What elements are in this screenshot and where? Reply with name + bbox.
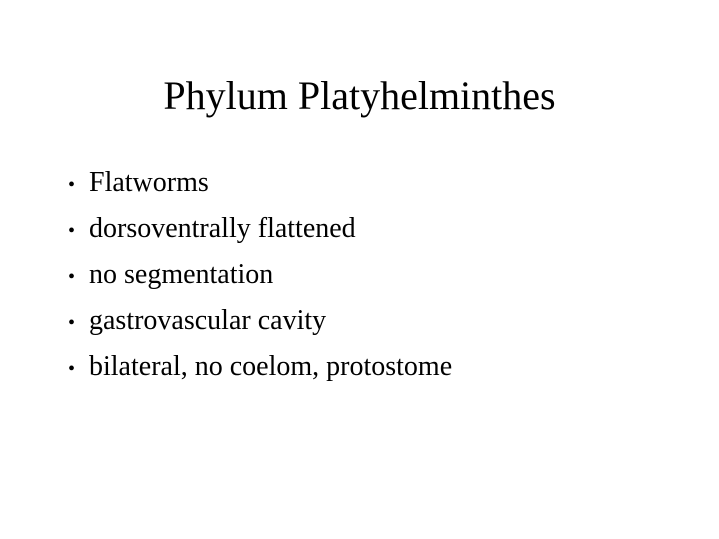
list-item (68, 252, 452, 298)
bullet-list (68, 160, 452, 390)
bullet-icon: • (68, 358, 76, 380)
bullet-text: dorsoventrally flattened (89, 213, 356, 244)
slide-title: Phylum Platyhelminthes (163, 73, 556, 118)
bullet-text: Flatworms (89, 167, 209, 198)
bullet-icon: • (68, 220, 76, 242)
bullet-icon: • (68, 312, 76, 334)
list-item (68, 160, 452, 206)
list-item (68, 206, 452, 252)
list-item (68, 344, 452, 390)
bullet-text: bilateral, no coelom, protostome (89, 351, 453, 382)
bullet-icon: • (68, 174, 76, 196)
bullet-text: gastrovascular cavity (89, 305, 327, 336)
list-item (68, 298, 452, 344)
bullet-text: no segmentation (89, 259, 274, 290)
bullet-icon: • (68, 266, 76, 288)
